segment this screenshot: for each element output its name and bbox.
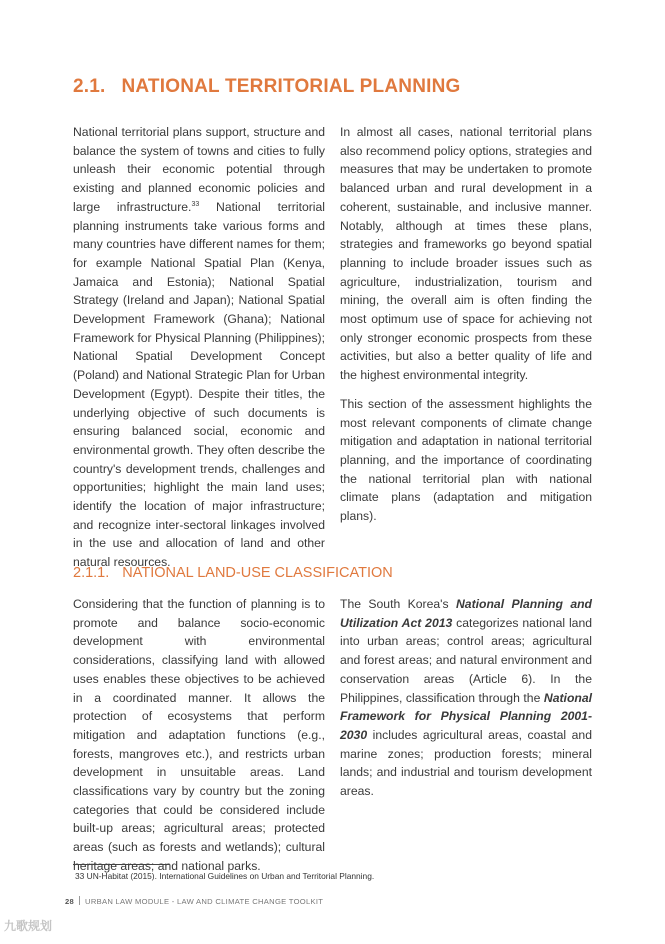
page-footer [65,896,323,906]
paragraph-text: National territorial plans support, structure and balance the system of towns and cities to fully unleash their economic potential through existing and planned economic policies and large infrastructure. [73,125,325,214]
paragraph: This section of the assessment highlights the most relevant components of climate change mitigation and adaptation in national territorial planning, and the importance of coordinating the national territorial plan with national climate plans (adaptation and mitigation plans). [340,396,592,524]
paragraph-text: includes agricultural areas, coastal and marine zones; production forests; mineral lands; and industrial and tourism development areas. [340,727,592,799]
footer-divider [79,896,80,905]
paragraph-text: categorizes national land into urban areas; control areas; agricultural and forest areas; and natural environment and conservation areas (Article 6). In the Philippines, classification through the [340,615,593,705]
paragraph-text: The South Korea's [340,597,456,611]
section-title: NATIONAL TERRITORIAL PLANNING [121,76,461,97]
paragraph [340,595,592,801]
paragraph: Considering that the function of planning is to promote and balance socio-economic development with environmental considerations, classifying land with allowed uses enables these objectives to be achieved in a coordinated manner. It allows the protection of ecosystems that perform mitigation and adaptation functions (e.g., forests, mangroves etc.), and restricts urban development in unsuitable areas. Land classifications vary by country but the zoning categories that could be considered include built-up areas; agricultural areas; protected areas (such as forests and wetlands); cultural heritage areas; and national parks. [73,597,325,873]
subsection-heading [73,565,393,581]
footer-title: URBAN LAW MODULE - LAW AND CLIMATE CHANGE TOOLKIT [85,897,324,906]
section2-left-column [73,595,325,886]
paragraph: In almost all cases, national territorial plans also recommend policy options, strategies and measures that may be undertaken to promote balanced urban and rural development in a coherent, sustainable, and inclusive manner. Notably, although at times these plans, strategies and frameworks go beyond spatial planning to include broader issues such as agriculture, industrialization, tourism and mining, the overall aim is often finding the most optimum use of space for achieving not only stronger economic prospects from these activities, but also a better quality of life and the highest environmental integrity. [340,125,592,383]
section1-right-column [340,123,592,536]
watermark: 九歌规划 [4,919,53,933]
page-number: 28 [65,897,75,906]
section1-left-column [73,123,325,582]
paragraph-text: National territorial planning instruments take various forms and many countries have different names for them; for example National Spatial Plan (Kenya, Jamaica and Estonia); National Spatial Strategy (Ireland and Japan); National Spatial Development Framework (Ghana); National Framework for Physical Planning (Philippines); National Spatial Development Concept (Poland) and National Strategic Plan for Urban Development (Egypt). Despite their titles, the underlying objective of such documents is ensuring balanced social, economic and environmental growth. They often describe the country's development trends, challenges and opportunities; highlight the main land uses; identify the location of major infrastructure; and recognize inter-sectoral linkages involved in the use and allocation of land and other natural resources. [73,199,325,570]
footnote-divider [73,864,169,865]
law-title: National Planning and Utilization Act 2013 [340,597,592,630]
subsection-number: 2.1.1. [73,565,110,581]
section-heading [73,76,461,98]
section2-right-column [340,595,592,811]
section-number: 2.1. [73,76,106,97]
subsection-title: NATIONAL LAND-USE CLASSIFICATION [122,565,393,581]
framework-title: National Framework for Physical Planning 2001-2030 [340,690,592,742]
footnote-ref[interactable]: 33 [191,200,200,208]
paragraph [73,123,325,572]
footnote: 33 UN-Habitat (2015). International Guidelines on Urban and Territorial Planning. [75,871,375,881]
